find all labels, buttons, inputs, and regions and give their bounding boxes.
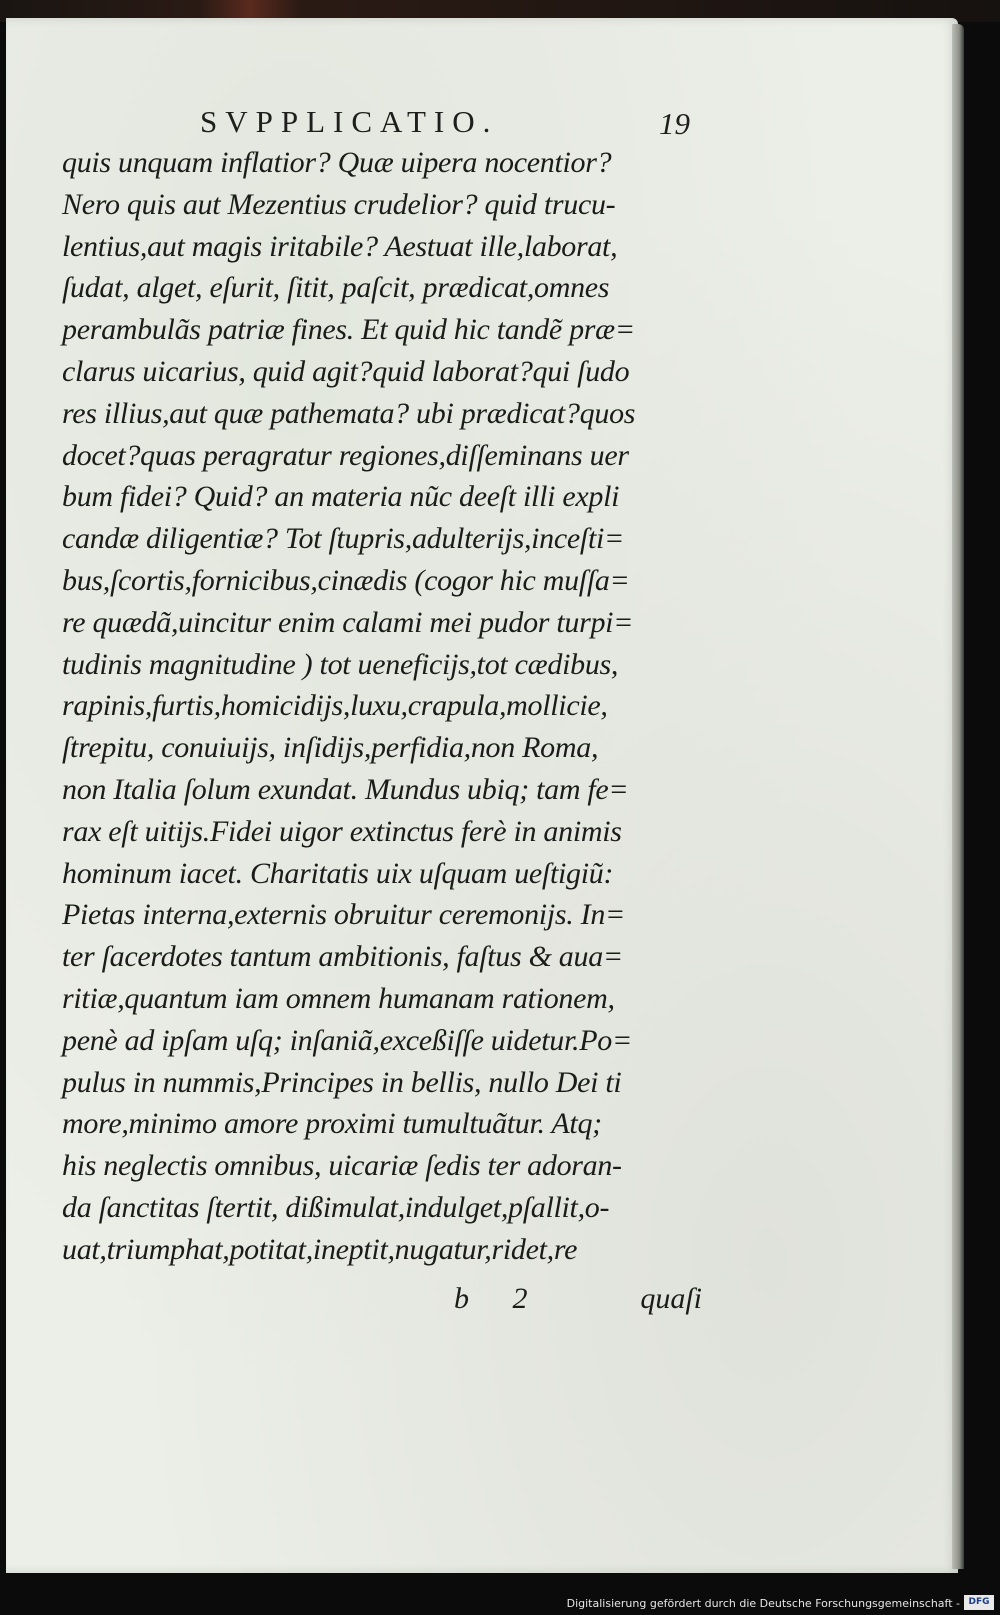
text-line: tudinis magnitudine ) tot ueneficijs,tot cædibus, [62,647,619,681]
text-line: bum fidei? Quid? an materia nũc deeſt illi expli [62,480,620,514]
text-line: more,minimo amore proximi tumultuãtur. Atq; [62,1107,602,1141]
text-line: Nero quis aut Mezentius crudelior? quid trucu- [62,187,616,221]
text-line: non Italia ſolum exundat. Mundus ubiq; tam fe= [62,772,629,806]
text-line: ritiæ,quantum iam omnem humanam rationem, [62,981,615,1015]
text-line: uat,triumphat,potitat,ineptit,nugatur,ridet,re [62,1232,578,1266]
dfg-logo: DFG [964,1595,994,1610]
text-line: lentius,aut magis iritabile? Aestuat ille,laborat, [62,229,618,263]
text-line: perambulãs patriæ fines. Et quid hic tandẽ præ= [62,313,635,347]
text-line: Pietas interna,externis obruitur ceremonijs. In= [62,898,625,932]
text-line: rapinis,furtis,homicidijs,luxu,crapula,mollicie, [62,689,608,723]
text-line: quis unquam inflatior? Quæ uipera nocentior? [62,146,612,179]
text-line: ter ſacerdotes tantum ambitionis, faſtus & aua= [62,940,623,974]
text-line: pulus in nummis,Principes in bellis, nullo Dei ti [62,1065,622,1099]
text-line: ſudat, alget, eſurit, ſitit, paſcit, prædicat,omnes [62,271,610,305]
text-line: res illius,aut quæ pathemata? ubi prædicat?quos [62,396,636,430]
text-line: bus,ſcortis,fornicibus,cinædis (cogor hic muſſa= [62,563,630,597]
text-line: clarus uicarius, quid agit?quid laborat?qui ſudo [62,354,630,388]
text-line: docet?quas peragratur regiones,diſſeminans uer [62,438,629,472]
text-line: his neglectis omnibus, uicariæ ſedis ter adoran- [62,1149,622,1183]
text-line: hominum iacet. Charitatis uix uſquam ueſtigiũ: [62,856,614,890]
text-line: re quædã,uincitur enim calami mei pudor turpi= [62,605,634,639]
running-head: SVPPLICATIO. [200,104,499,139]
text-line: da ſanctitas ſtertit, dißimulat,indulget,pſallit,o- [62,1190,610,1224]
page-number: 19 [659,106,690,141]
signature-mark: b 2 [454,1282,546,1315]
page-footer [440,1282,702,1324]
digitization-credit: Digitalisierung gefördert durch die Deutsche Forschungsgemeinschaft - [566,1597,960,1610]
text-line: penè ad ipſam uſq; inſaniã,exceßiſſe uidetur.Po= [62,1023,632,1057]
text-line: rax eſt uitijs.Fidei uigor extinctus ferè in animis [62,814,622,848]
text-line: ſtrepitu, conuiuijs, inſidijs,perfidia,non Roma, [62,731,599,765]
catchword: quaſi [640,1282,702,1315]
page-edge [952,24,964,1569]
body-text [62,142,702,1271]
text-line: candæ diligentiæ? Tot ſtupris,adulterijs,inceſti= [62,522,624,556]
